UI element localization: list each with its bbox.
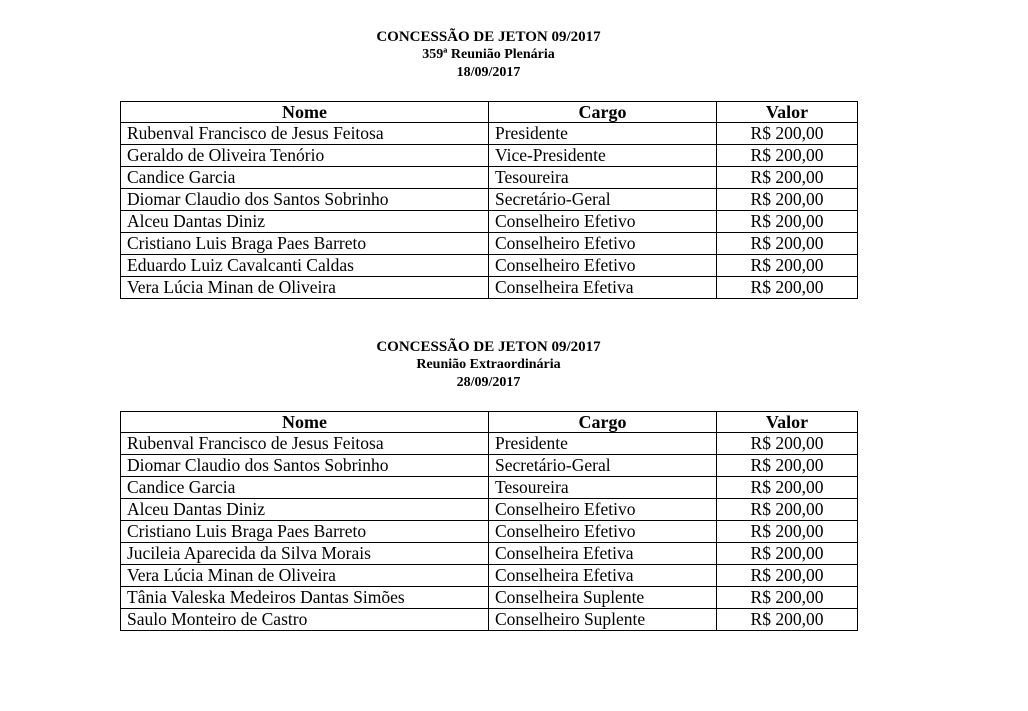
cell-valor: R$ 200,00 xyxy=(717,499,858,521)
header-cargo: Cargo xyxy=(489,412,717,433)
table-row xyxy=(121,167,858,189)
cell-nome: Diomar Claudio dos Santos Sobrinho xyxy=(121,189,489,211)
table-row xyxy=(121,433,858,455)
table-row xyxy=(121,609,858,631)
cell-cargo: Secretário-Geral xyxy=(489,455,717,477)
cell-valor: R$ 200,00 xyxy=(717,477,858,499)
section-date: 28/09/2017 xyxy=(456,375,521,390)
cell-nome: Vera Lúcia Minan de Oliveira xyxy=(121,565,489,587)
cell-valor: R$ 200,00 xyxy=(717,277,858,299)
cell-nome: Cristiano Luis Braga Paes Barreto xyxy=(121,521,489,543)
section-date: 18/09/2017 xyxy=(456,65,521,80)
cell-valor: R$ 200,00 xyxy=(717,255,858,277)
cell-cargo: Conselheiro Efetivo xyxy=(489,233,717,255)
table-row xyxy=(121,587,858,609)
section-heading xyxy=(120,28,857,82)
table-row xyxy=(121,477,858,499)
table-header-row xyxy=(121,102,858,123)
header-valor: Valor xyxy=(717,412,858,433)
cell-valor: R$ 200,00 xyxy=(717,543,858,565)
table-row xyxy=(121,543,858,565)
table-row xyxy=(121,145,858,167)
table-row xyxy=(121,499,858,521)
section-title: CONCESSÃO DE JETON 09/2017 xyxy=(376,29,601,45)
section-subtitle: 359ª Reunião Plenária xyxy=(422,47,555,62)
cell-cargo: Conselheiro Efetivo xyxy=(489,521,717,543)
cell-valor: R$ 200,00 xyxy=(717,211,858,233)
cell-cargo: Conselheira Efetiva xyxy=(489,543,717,565)
cell-cargo: Conselheira Efetiva xyxy=(489,277,717,299)
cell-nome: Jucileia Aparecida da Silva Morais xyxy=(121,543,489,565)
cell-cargo: Conselheiro Efetivo xyxy=(489,255,717,277)
header-valor: Valor xyxy=(717,102,858,123)
cell-nome: Geraldo de Oliveira Tenório xyxy=(121,145,489,167)
cell-nome: Tânia Valeska Medeiros Dantas Simões xyxy=(121,587,489,609)
table-row xyxy=(121,233,858,255)
jeton-section-1 xyxy=(120,28,857,299)
cell-valor: R$ 200,00 xyxy=(717,521,858,543)
cell-valor: R$ 200,00 xyxy=(717,565,858,587)
cell-nome: Alceu Dantas Diniz xyxy=(121,499,489,521)
cell-valor: R$ 200,00 xyxy=(717,145,858,167)
cell-cargo: Conselheiro Efetivo xyxy=(489,211,717,233)
cell-cargo: Tesoureira xyxy=(489,477,717,499)
table-row xyxy=(121,123,858,145)
cell-nome: Alceu Dantas Diniz xyxy=(121,211,489,233)
cell-valor: R$ 200,00 xyxy=(717,433,858,455)
cell-cargo: Vice-Presidente xyxy=(489,145,717,167)
cell-valor: R$ 200,00 xyxy=(717,123,858,145)
cell-cargo: Conselheiro Suplente xyxy=(489,609,717,631)
cell-cargo: Presidente xyxy=(489,123,717,145)
cell-nome: Candice Garcia xyxy=(121,477,489,499)
cell-nome: Vera Lúcia Minan de Oliveira xyxy=(121,277,489,299)
header-nome: Nome xyxy=(121,412,489,433)
cell-nome: Eduardo Luiz Cavalcanti Caldas xyxy=(121,255,489,277)
cell-cargo: Tesoureira xyxy=(489,167,717,189)
cell-cargo: Conselheira Efetiva xyxy=(489,565,717,587)
table-row xyxy=(121,277,858,299)
cell-cargo: Conselheiro Efetivo xyxy=(489,499,717,521)
cell-valor: R$ 200,00 xyxy=(717,587,858,609)
table-row xyxy=(121,189,858,211)
cell-valor: R$ 200,00 xyxy=(717,167,858,189)
cell-valor: R$ 200,00 xyxy=(717,233,858,255)
header-cargo: Cargo xyxy=(489,102,717,123)
cell-nome: Rubenval Francisco de Jesus Feitosa xyxy=(121,123,489,145)
cell-nome: Candice Garcia xyxy=(121,167,489,189)
cell-valor: R$ 200,00 xyxy=(717,455,858,477)
cell-nome: Diomar Claudio dos Santos Sobrinho xyxy=(121,455,489,477)
jeton-table xyxy=(120,101,858,299)
section-heading xyxy=(120,338,857,392)
table-row xyxy=(121,255,858,277)
cell-cargo: Presidente xyxy=(489,433,717,455)
table-row xyxy=(121,565,858,587)
section-subtitle: Reunião Extraordinária xyxy=(416,357,561,372)
header-nome: Nome xyxy=(121,102,489,123)
cell-cargo: Secretário-Geral xyxy=(489,189,717,211)
table-row xyxy=(121,455,858,477)
cell-nome: Cristiano Luis Braga Paes Barreto xyxy=(121,233,489,255)
jeton-section-2 xyxy=(120,338,857,631)
cell-valor: R$ 200,00 xyxy=(717,609,858,631)
cell-valor: R$ 200,00 xyxy=(717,189,858,211)
cell-nome: Rubenval Francisco de Jesus Feitosa xyxy=(121,433,489,455)
table-header-row xyxy=(121,412,858,433)
table-row xyxy=(121,521,858,543)
cell-cargo: Conselheira Suplente xyxy=(489,587,717,609)
jeton-table xyxy=(120,411,858,631)
table-row xyxy=(121,211,858,233)
section-title: CONCESSÃO DE JETON 09/2017 xyxy=(376,339,601,355)
cell-nome: Saulo Monteiro de Castro xyxy=(121,609,489,631)
